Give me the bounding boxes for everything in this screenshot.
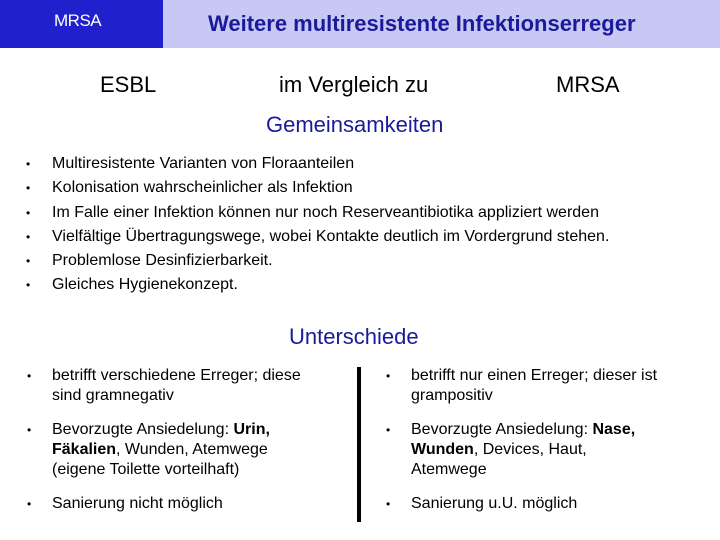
bullet: • xyxy=(26,157,31,171)
esbl-diff-2-bold-1: Urin, xyxy=(233,421,270,438)
esbl-diff-2-line-3: (eigene Toilette vorteilhaft) xyxy=(52,461,240,478)
column-divider xyxy=(357,367,361,522)
bullet: • xyxy=(27,369,32,383)
bullet: • xyxy=(386,497,391,511)
mrsa-diff-2-bold-1: Nase, xyxy=(592,421,636,438)
mrsa-diff-1-line-1: betrifft nur einen Erreger; dieser ist xyxy=(411,367,658,384)
header-tag: MRSA xyxy=(54,11,102,30)
comparison-middle: im Vergleich zu xyxy=(279,72,429,97)
similarities-title: Gemeinsamkeiten xyxy=(266,112,444,137)
bullet: • xyxy=(26,229,31,244)
header-title-box xyxy=(163,0,720,48)
comparison-right: MRSA xyxy=(556,72,620,97)
bullet: • xyxy=(27,423,32,437)
list-item-text: Multiresistente Varianten von Floraanteilen xyxy=(52,155,355,172)
esbl-diff-1-line-2: sind gramnegativ xyxy=(52,387,174,404)
differences-title: Unterschiede xyxy=(289,324,419,349)
esbl-diff-2-bold-2: Fäkalien xyxy=(52,441,117,458)
list-item-text: Gleiches Hygienekonzept. xyxy=(52,276,238,294)
page-title: Weitere multiresistente Infektionserreger xyxy=(208,11,636,36)
esbl-diff-3-line-1: Sanierung nicht möglich xyxy=(52,495,223,512)
bullet: • xyxy=(26,278,31,293)
header-tag-box xyxy=(0,0,163,48)
bullet: • xyxy=(27,497,32,511)
esbl-diff-1-line-1: betrifft verschiedene Erreger; diese xyxy=(52,367,301,384)
bullet: • xyxy=(26,181,31,196)
esbl-diff-2-rest: , Wunden, Atemwege xyxy=(116,441,268,458)
mrsa-diff-3-line-1: Sanierung u.U. möglich xyxy=(411,495,578,512)
mrsa-diff-2-bold-2: Wunden xyxy=(411,441,474,458)
mrsa-diff-1-line-2: grampositiv xyxy=(411,387,493,404)
bullet: • xyxy=(386,369,391,383)
bullet: • xyxy=(26,205,31,220)
mrsa-diff-2-prefix: Bevorzugte Ansiedelung: xyxy=(411,421,593,438)
mrsa-diff-2-line-3: Atemwege xyxy=(411,461,487,478)
comparison-left: ESBL xyxy=(100,72,157,97)
list-item-text: Kolonisation wahrscheinlicher als Infektion xyxy=(52,179,353,197)
list-item-text: Problemlose Desinfizierbarkeit. xyxy=(52,252,273,270)
list-item-text: Vielfältige Übertragungswege, wobei Kontakte deutlich im Vordergrund stehen. xyxy=(52,227,610,245)
esbl-diff-2-prefix: Bevorzugte Ansiedelung: xyxy=(52,421,234,438)
bullet: • xyxy=(386,423,391,437)
bullet: • xyxy=(26,254,31,269)
mrsa-diff-2-rest: , Devices, Haut, xyxy=(473,441,587,458)
list-item-text: Im Falle einer Infektion können nur noch Reserveantibiotika appliziert werden xyxy=(52,203,599,221)
